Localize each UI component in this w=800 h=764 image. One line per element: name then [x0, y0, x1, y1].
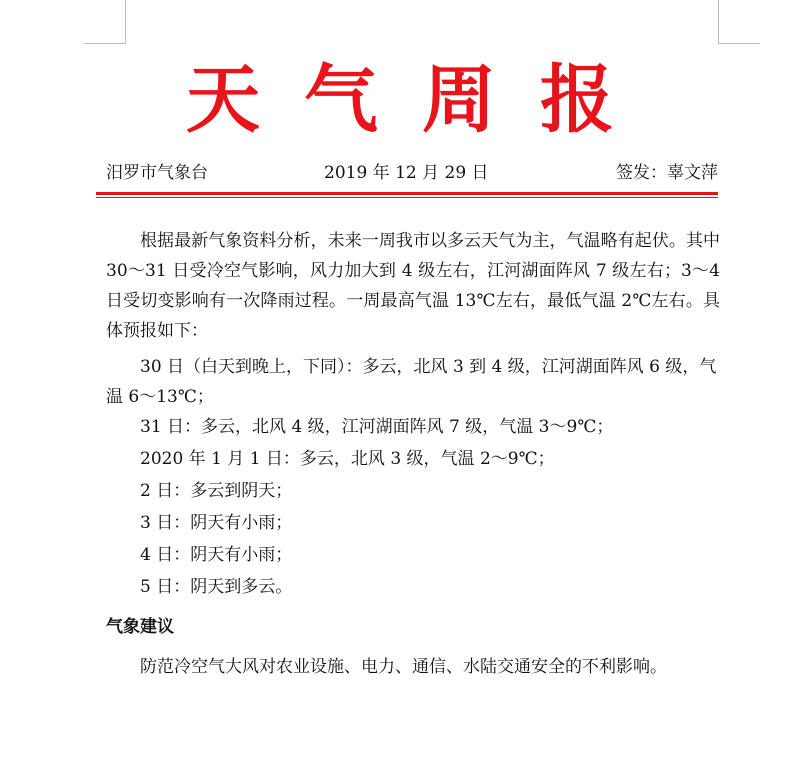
corner-mark-top-left	[125, 0, 126, 44]
corner-mark-top-right	[718, 0, 719, 44]
signer: 签发：辜文萍	[616, 163, 718, 183]
forecast-day-1: 2020 年 1 月 1 日：多云，北风 3 级，气温 2～9℃；	[140, 449, 555, 469]
forecast-day-3: 3 日：阴天有小雨；	[140, 513, 293, 533]
corner-mark-top-left-horizontal	[84, 43, 126, 44]
advice-heading: 气象建议	[106, 617, 174, 637]
header-divider-thin	[96, 197, 718, 198]
issue-date: 2019 年 12 月 29 日	[324, 163, 489, 183]
corner-mark-top-right-horizontal	[718, 43, 760, 44]
forecast-day-31: 31 日：多云，北风 4 级，江河湖面阵风 7 级，气温 3～9℃；	[140, 417, 614, 437]
header-info-row	[106, 160, 718, 186]
document-body	[106, 226, 720, 682]
summary-paragraph: 根据最新气象资料分析，未来一周我市以多云天气为主，气温略有起伏。其中 30～31 日受冷空气影响，风力加大到 4 级左右，江河湖面阵风 7 级左右；3～4 日受切变影响有一次降雨过程。一周最高气温 13℃左右，最低气温 2℃左右。具体预报如下：	[106, 231, 720, 341]
forecast-day-30: 30 日（白天到晚上，下同）：多云，北风 3 到 4 级，江河湖面阵风 6 级，气温 6～13℃；	[106, 357, 717, 407]
header-divider-thick	[96, 192, 718, 195]
forecast-day-5: 5 日：阴天到多云。	[140, 577, 293, 597]
forecast-day-2: 2 日：多云到阴天；	[140, 481, 293, 501]
daily-forecast-list	[106, 352, 720, 602]
organization-name: 汨罗市气象台	[106, 163, 208, 183]
masthead-title: 天气周报	[186, 57, 658, 143]
forecast-day-4: 4 日：阴天有小雨；	[140, 545, 293, 565]
advice-text: 防范冷空气大风对农业设施、电力、通信、水陆交通安全的不利影响。	[140, 657, 667, 677]
